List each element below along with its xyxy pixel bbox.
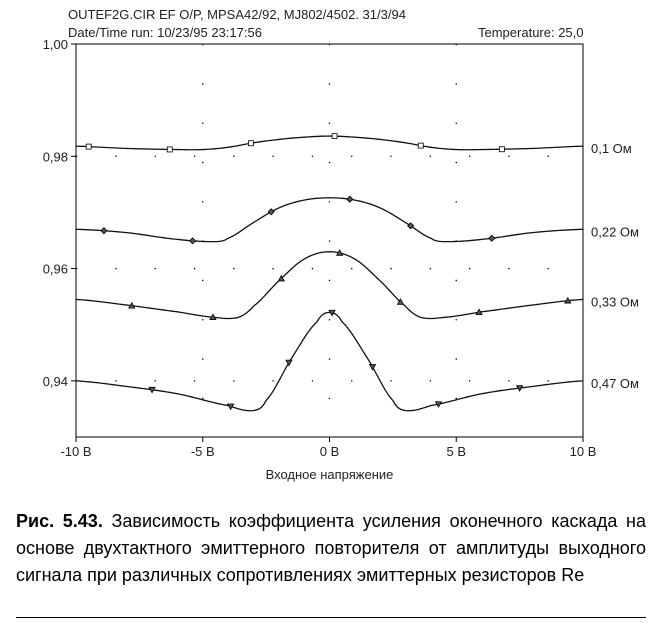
- y-tick-label: 0,96: [42, 261, 68, 277]
- data-point-marker: [370, 365, 376, 370]
- series-label: 0,47 Ом: [591, 375, 639, 391]
- data-point-marker: [418, 143, 423, 148]
- series-line-3: [76, 252, 583, 319]
- x-tick-label: 5 В: [446, 444, 467, 459]
- y-tick-label: 0,98: [42, 149, 68, 165]
- data-point-marker: [499, 147, 504, 152]
- y-tick-label: 1,00: [42, 37, 68, 52]
- data-point-marker: [332, 134, 337, 139]
- caption-divider: [16, 617, 646, 618]
- data-point-marker: [167, 147, 172, 152]
- y-tick-label: 0,94: [42, 373, 68, 389]
- data-point-marker: [347, 196, 353, 202]
- x-tick-label: -10 В: [60, 444, 92, 459]
- data-point-marker: [286, 360, 292, 365]
- series-line-2: [76, 198, 583, 242]
- x-tick-label: -5 В: [190, 444, 215, 459]
- series-line-1: [76, 136, 583, 150]
- figure-caption: [16, 508, 646, 589]
- series-label: 0,22 Ом: [591, 224, 639, 240]
- x-tick-label: 0 В: [319, 444, 340, 459]
- temperature-label: Temperature: 25,0: [478, 25, 584, 40]
- data-point-marker: [248, 141, 253, 146]
- header-line-2: Date/Time run: 10/23/95 23:17:56: [68, 25, 262, 40]
- series-label: 0,1 Ом: [591, 141, 632, 157]
- caption-text: Зависимость коэффициента усиления оконечного каскада на основе двухтактного эмиттерного повторителя от амплитуды выходного сигнала при различных сопротивлениях эмиттерных резисторов Re: [16, 511, 646, 585]
- x-axis-label: Входное напряжение: [265, 467, 394, 482]
- data-point-marker: [86, 144, 91, 149]
- series-line-4: [76, 312, 583, 410]
- header-line-1: OUTEF2G.CIR EF O/P, MPSA42/92, MJ802/4502. 31/3/94: [68, 7, 406, 22]
- series-label: 0,33 Ом: [591, 294, 639, 310]
- data-point-marker: [268, 209, 274, 215]
- data-point-marker: [489, 235, 495, 241]
- figure-label: Рис. 5.43.: [16, 511, 103, 531]
- data-point-marker: [101, 228, 107, 234]
- x-tick-label: 10 В: [569, 444, 597, 459]
- data-point-marker: [190, 238, 196, 244]
